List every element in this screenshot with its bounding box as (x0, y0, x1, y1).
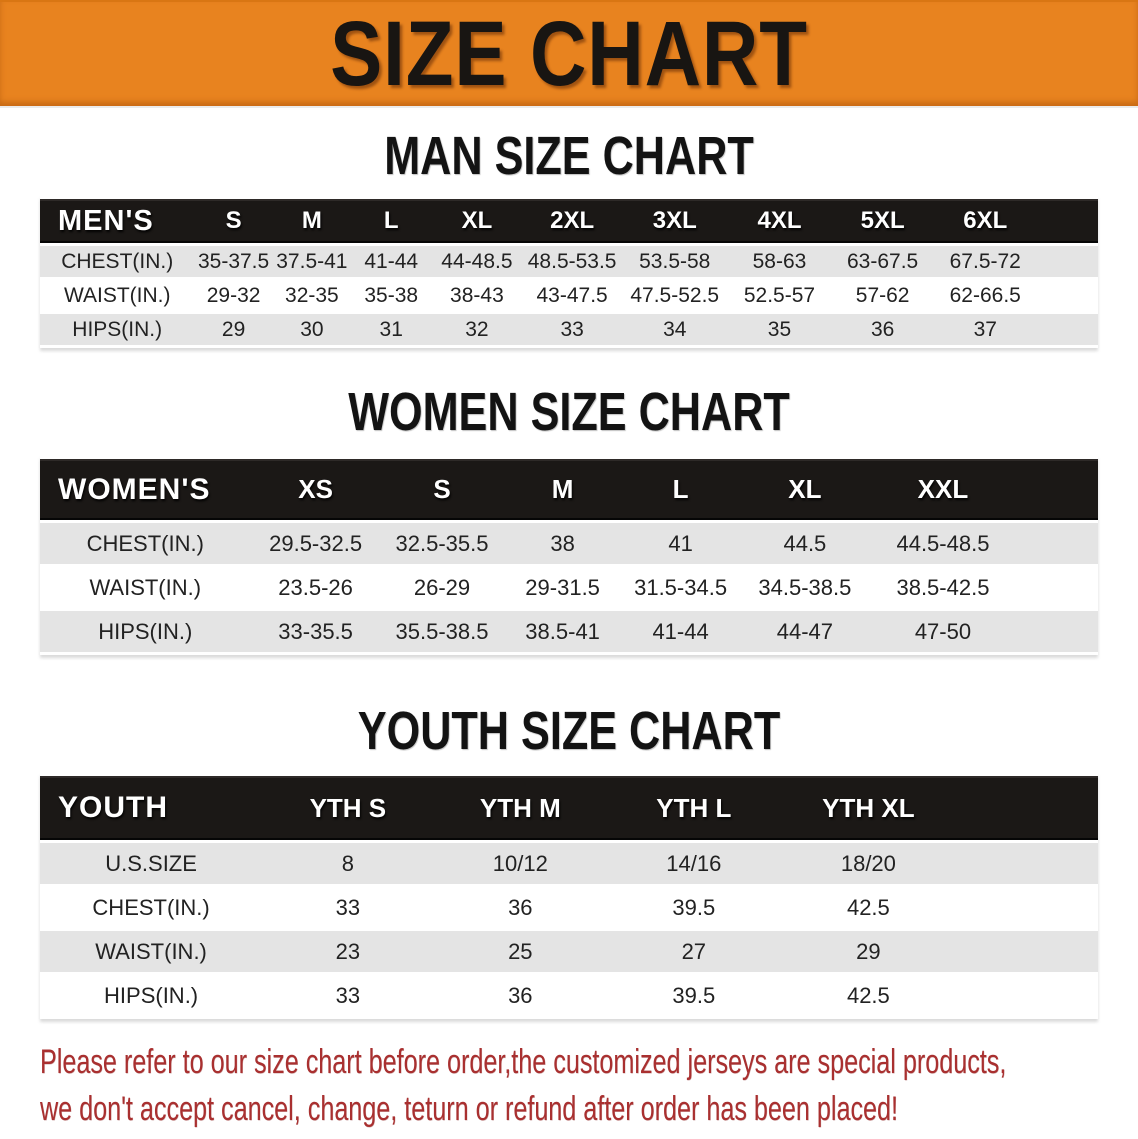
value-cell: 36 (434, 887, 608, 928)
value-cell: 35.5-38.5 (381, 611, 504, 652)
column-header-cell: 4XL (728, 199, 832, 243)
value-cell: 26-29 (381, 567, 504, 608)
table-row (40, 843, 1098, 884)
disclaimer-line-1: Please refer to our size chart before order,the customized jerseys are special products, (40, 1043, 1007, 1081)
value-cell: 33 (522, 314, 621, 345)
womens-header-row (40, 459, 1098, 520)
value-cell: 36 (434, 975, 608, 1016)
table-row (40, 567, 1098, 608)
value-cell: 34 (622, 314, 728, 345)
disclaimer (0, 1039, 1138, 1133)
spacer-cell (1037, 314, 1098, 345)
value-cell: 63-67.5 (831, 246, 934, 277)
value-cell: 47.5-52.5 (622, 280, 728, 311)
value-cell: 32-35 (273, 280, 351, 311)
table-row (40, 280, 1098, 311)
womens-table-label: WOMEN'S (40, 459, 251, 520)
row-label-cell: WAIST(IN.) (40, 567, 251, 608)
value-cell: 31 (351, 314, 431, 345)
spacer-cell (956, 975, 1098, 1016)
value-cell: 8 (262, 843, 433, 884)
table-row (40, 246, 1098, 277)
value-cell: 37 (934, 314, 1037, 345)
value-cell: 43-47.5 (522, 280, 621, 311)
value-cell: 29 (781, 931, 957, 972)
youth-table-label: YOUTH (40, 776, 262, 840)
mens-table-label: MEN'S (40, 199, 194, 243)
value-cell: 42.5 (781, 887, 957, 928)
value-cell: 29-32 (194, 280, 272, 311)
womens-size-table (40, 456, 1098, 655)
value-cell: 38.5-41 (503, 611, 621, 652)
value-cell: 38 (503, 523, 621, 564)
column-header-cell: YTH L (607, 776, 781, 840)
value-cell: 32 (431, 314, 522, 345)
value-cell: 35 (728, 314, 832, 345)
value-cell: 27 (607, 931, 781, 972)
spacer-cell (956, 931, 1098, 972)
spacer-cell (1037, 199, 1098, 243)
spacer-cell (956, 843, 1098, 884)
value-cell: 67.5-72 (934, 246, 1037, 277)
value-cell: 38.5-42.5 (870, 567, 1015, 608)
column-header-cell: XXL (870, 459, 1015, 520)
womens-section-heading (0, 384, 1138, 440)
youth-section-heading (0, 703, 1138, 759)
column-header-cell: YTH XL (781, 776, 957, 840)
column-header-cell: XS (251, 459, 381, 520)
column-header-cell: L (622, 459, 739, 520)
value-cell: 41-44 (351, 246, 431, 277)
column-header-cell: M (503, 459, 621, 520)
value-cell: 37.5-41 (273, 246, 351, 277)
value-cell: 29 (194, 314, 272, 345)
row-label-cell: HIPS(IN.) (40, 975, 262, 1016)
value-cell: 29.5-32.5 (251, 523, 381, 564)
column-header-cell: S (381, 459, 504, 520)
youth-header-row (40, 776, 1098, 840)
mens-header-row (40, 199, 1098, 243)
mens-section-heading (0, 128, 1138, 184)
table-row (40, 931, 1098, 972)
value-cell: 47-50 (870, 611, 1015, 652)
spacer-cell (1015, 523, 1098, 564)
value-cell: 31.5-34.5 (622, 567, 739, 608)
value-cell: 44-47 (739, 611, 870, 652)
youth-table-wrap (0, 773, 1138, 1019)
value-cell: 33 (262, 887, 433, 928)
value-cell: 44.5-48.5 (870, 523, 1015, 564)
row-label-cell: HIPS(IN.) (40, 314, 194, 345)
youth-size-table (40, 773, 1098, 1019)
value-cell: 35-37.5 (194, 246, 272, 277)
column-header-cell: 2XL (522, 199, 621, 243)
column-header-cell: M (273, 199, 351, 243)
value-cell: 33-35.5 (251, 611, 381, 652)
row-label-cell: CHEST(IN.) (40, 887, 262, 928)
value-cell: 14/16 (607, 843, 781, 884)
column-header-cell: 6XL (934, 199, 1037, 243)
value-cell: 30 (273, 314, 351, 345)
row-label-cell: CHEST(IN.) (40, 246, 194, 277)
value-cell: 38-43 (431, 280, 522, 311)
value-cell: 36 (831, 314, 934, 345)
spacer-cell (1037, 280, 1098, 311)
value-cell: 52.5-57 (728, 280, 832, 311)
value-cell: 33 (262, 975, 433, 1016)
column-header-cell: YTH S (262, 776, 433, 840)
value-cell: 35-38 (351, 280, 431, 311)
spacer-cell (956, 887, 1098, 928)
row-label-cell: WAIST(IN.) (40, 280, 194, 311)
column-header-cell: 3XL (622, 199, 728, 243)
table-row (40, 314, 1098, 345)
spacer-cell (956, 776, 1098, 840)
womens-table-wrap (0, 456, 1138, 655)
value-cell: 41-44 (622, 611, 739, 652)
mens-heading-text: MAN SIZE CHART (384, 126, 754, 186)
value-cell: 58-63 (728, 246, 832, 277)
spacer-cell (1015, 459, 1098, 520)
value-cell: 41 (622, 523, 739, 564)
column-header-cell: YTH M (434, 776, 608, 840)
row-label-cell: WAIST(IN.) (40, 931, 262, 972)
value-cell: 34.5-38.5 (739, 567, 870, 608)
column-header-cell: XL (431, 199, 522, 243)
value-cell: 53.5-58 (622, 246, 728, 277)
size-chart-banner (0, 0, 1138, 106)
table-row (40, 887, 1098, 928)
value-cell: 44.5 (739, 523, 870, 564)
value-cell: 10/12 (434, 843, 608, 884)
value-cell: 48.5-53.5 (522, 246, 621, 277)
spacer-cell (1015, 567, 1098, 608)
column-header-cell: XL (739, 459, 870, 520)
table-row (40, 975, 1098, 1016)
spacer-cell (1015, 611, 1098, 652)
womens-heading-text: WOMEN SIZE CHART (348, 382, 790, 442)
value-cell: 32.5-35.5 (381, 523, 504, 564)
value-cell: 57-62 (831, 280, 934, 311)
banner-title: SIZE CHART (330, 3, 808, 105)
value-cell: 23 (262, 931, 433, 972)
spacer-cell (1037, 246, 1098, 277)
row-label-cell: CHEST(IN.) (40, 523, 251, 564)
value-cell: 18/20 (781, 843, 957, 884)
mens-table-wrap (0, 196, 1138, 348)
disclaimer-line-2: we don't accept cancel, change, teturn or refund after order has been placed! (40, 1090, 898, 1128)
column-header-cell: L (351, 199, 431, 243)
table-row (40, 611, 1098, 652)
value-cell: 44-48.5 (431, 246, 522, 277)
value-cell: 39.5 (607, 975, 781, 1016)
table-row (40, 523, 1098, 564)
mens-size-table (40, 196, 1098, 348)
value-cell: 29-31.5 (503, 567, 621, 608)
column-header-cell: S (194, 199, 272, 243)
value-cell: 25 (434, 931, 608, 972)
youth-heading-text: YOUTH SIZE CHART (357, 701, 781, 761)
row-label-cell: U.S.SIZE (40, 843, 262, 884)
value-cell: 62-66.5 (934, 280, 1037, 311)
value-cell: 23.5-26 (251, 567, 381, 608)
value-cell: 42.5 (781, 975, 957, 1016)
column-header-cell: 5XL (831, 199, 934, 243)
row-label-cell: HIPS(IN.) (40, 611, 251, 652)
value-cell: 39.5 (607, 887, 781, 928)
